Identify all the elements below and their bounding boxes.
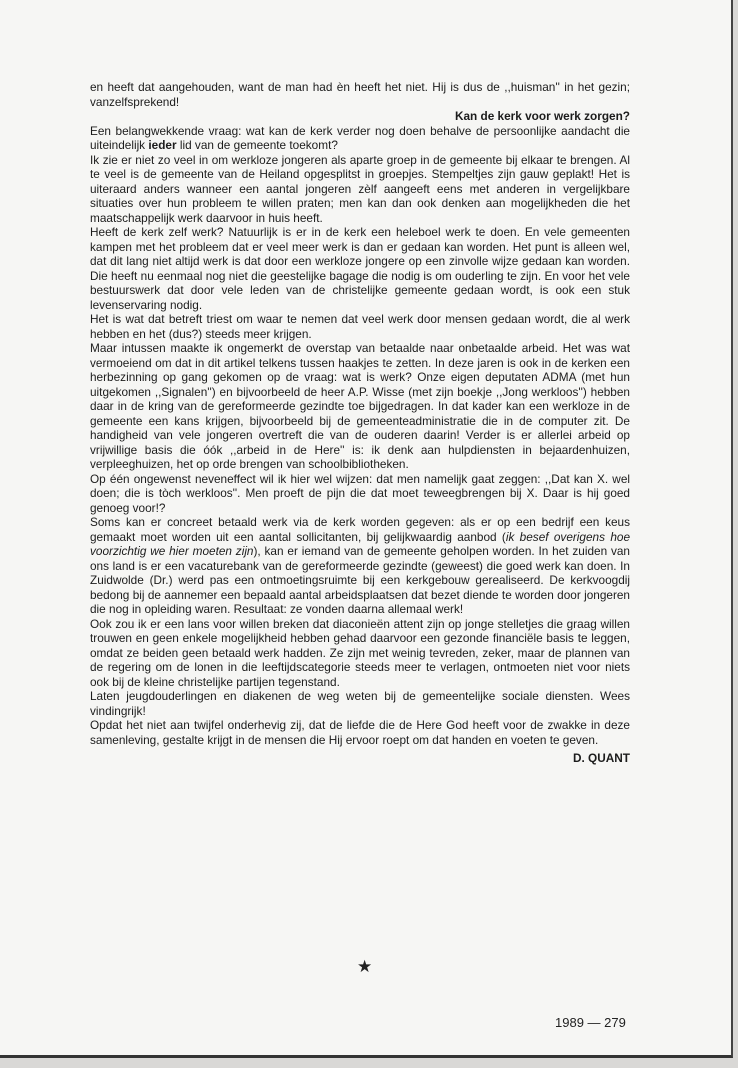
author-signature: D. QUANT xyxy=(572,751,630,765)
paragraph: Maar intussen maakte ik ongemerkt de overstap van betaalde naar onbetaalde arbeid. Het was wat vermoeiend om dat in dit artikel telkens tussen haakjes te zetten. In deze jaren is ook in de kerken een herbezinning op gang gekomen op de vraag: wat is werk? Onze eigen deputaten ADMA (met hun uitgekomen ,,Signalen'') en bijvoorbeeld de heer A.P. Wisse (met zijn boekje ,,Jong werkloos'') hebben daar in de kring van de gereformeerde gezindte toe bijgedragen. In dat kader kan een werkloze in de gemeente een kans krijgen, bijvoorbeeld bij de gemeenteadministratie die in de computer zit. De handigheid van vele jongeren overtreft die van de ouderen daarin! Verder is er allerlei arbeid op vrijwillige basis die óók ,,arbeid in de Here'' is: ik denk aan hulpdiensten in bejaardenhuizen, verpleeghuizen, het op orde brengen van schoolbibliotheken. xyxy=(90,341,630,471)
paragraph: Ik zie er niet zo veel in om werkloze jongeren als aparte groep in de gemeente bij elkaar te brengen. Al te veel is de gemeente van de Heiland opgesplitst in groepjes. Stempeltjes zijn gauw geplakt! Het is uiteraard anders wanneer een aantal jongeren zèlf aangeeft eens met anderen in vergelijkbare situaties over hun probleem te willen praten; men kan dan ook denken aan mogelijkheden die het maatschappelijk werk daarvoor in huis heeft. xyxy=(90,152,630,225)
paragraph-text: ), kan er iemand van de gemeente geholpen worden. In het zuiden van ons land is er een vacaturebank van de gereformeerde gezindte (geweest) die goed werk kan doen. In Zuidwolde (Dr.) werd pas een ontmoetingsruimte bij een kerkgebouw gerealiseerd. De kerkvoogdij bedong bij de aannemer een bepaald aantal arbeidsplaatsen dat bezet diende te worden door jongeren die nog in opleiding waren. Resultaat: ze vonden daarna allemaal werk! xyxy=(90,544,630,616)
paragraph: en heeft dat aangehouden, want de man had èn heeft het niet. Hij is dus de ,,huisman'' in het gezin; vanzelfsprekend! xyxy=(90,80,630,109)
star-ornament: ★ xyxy=(357,957,373,977)
paragraph: Op één ongewenst neveneffect wil ik hier wel wijzen: dat men namelijk gaat zeggen: ,,Dat kan X. wel doen; die is tòch werkloos''. Men proeft de pijn die dat moet teweegbrengen bij X. Daar is hij goed genoeg voor!? xyxy=(90,471,630,515)
paragraph-text: lid van de gemeente toekomt? xyxy=(176,138,338,152)
page-number: 1989 — 279 xyxy=(555,1015,626,1030)
paragraph: Laten jeugdouderlingen en diakenen de weg weten bij de gemeentelijke sociale diensten. Wees vindingrijk! xyxy=(90,689,630,718)
italic-text: ik besef overigens hoe voorzichtig we hier moeten zijn xyxy=(90,529,631,558)
section-heading: Kan de kerk voor werk zorgen? xyxy=(454,109,630,123)
emphasis-text: ieder xyxy=(148,138,177,152)
paragraph-text: Soms kan er concreet betaald werk via de kerk worden gegeven: als er op een bedrijf een keus gemaakt moet worden uit een aantal sollicitanten, bij gelijkwaardig aanbod ( xyxy=(90,515,630,544)
article-body xyxy=(90,80,630,766)
paragraph: Heeft de kerk zelf werk? Natuurlijk is er in de kerk een heleboel werk te doen. En vele gemeenten kampen met het probleem dat er veel meer werk is dan er gedaan kan worden. Het punt is alleen wel, dat dit lang niet altijd werk is dat door een werkloze jongere op een zinvolle wijze gedaan kan worden. Die heeft nu eenmaal nog niet die geestelijke bagage die nodig is om ouderling te zijn. En voor het vele bestuurswerk dat door vele leden van de christelijke gemeente gedaan wordt, is ook een stuk levenservaring nodig. xyxy=(90,225,630,312)
paragraph: Opdat het niet aan twijfel onderhevig zij, dat de liefde die de Here God heeft voor de zwakke in deze samenleving, gestalte krijgt in de mensen die Hij ervoor roept om dat handen en voeten te geven. xyxy=(90,718,630,747)
paragraph: Het is wat dat betreft triest om waar te nemen dat veel werk door mensen gedaan wordt, die al werk hebben en het (dus?) steeds meer krijgen. xyxy=(90,312,630,341)
paragraph xyxy=(90,515,630,617)
paragraph-text: Een belangwekkende vraag: wat kan de kerk verder nog doen behalve de persoonlijke aandacht die uiteindelijk xyxy=(90,123,630,152)
paragraph xyxy=(90,124,630,153)
paragraph: Ook zou ik er een lans voor willen breken dat diaconieën attent zijn op jonge stelletjes die graag willen trouwen en geen enkele mogelijkheid hebben gehad daarvoor een gezonde financiële basis te leggen, omdat ze beiden geen betaald werk hadden. Ze zijn met weinig tevreden, zeker, maar de plannen van de regering om de lonen in die leeftijdscategorie steeds meer te verlagen, ontmoeten niet voor niets ook bij de kleine christelijke partijen tegenstand. xyxy=(90,616,630,689)
